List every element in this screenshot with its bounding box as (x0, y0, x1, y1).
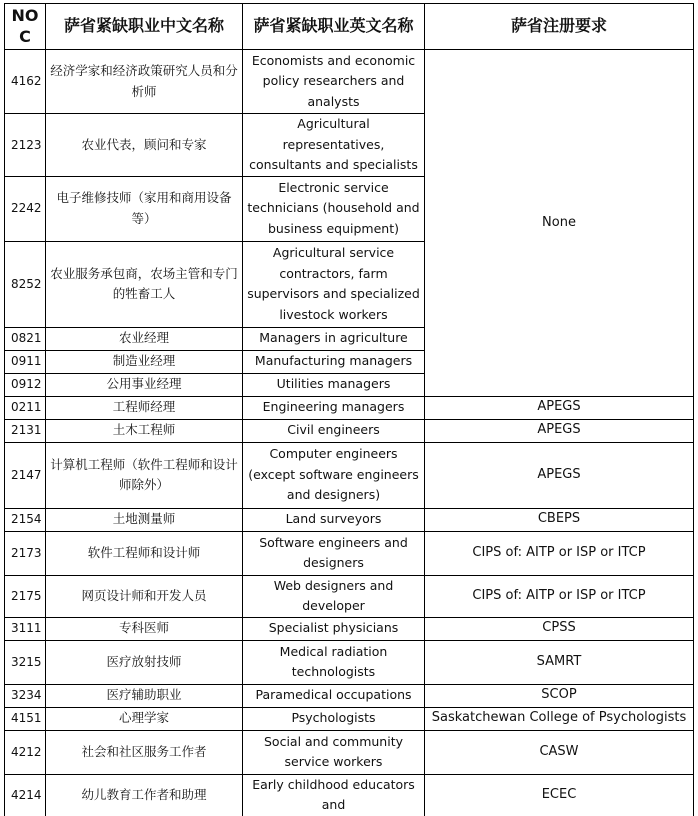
noc-cell: 3111 (5, 617, 46, 640)
chinese-name-cell: 心理学家 (46, 707, 243, 730)
english-name-cell: Psychologists (243, 707, 425, 730)
registration-cell: APEGS (425, 396, 694, 419)
chinese-name-cell: 网页设计师和开发人员 (46, 575, 243, 617)
noc-cell: 2123 (5, 114, 46, 177)
english-name-cell: Web designers and developer (243, 575, 425, 617)
registration-cell: SAMRT (425, 640, 694, 684)
table-row (5, 575, 694, 617)
noc-cell: 0211 (5, 396, 46, 419)
english-name-cell: Civil engineers (243, 419, 425, 442)
table-row (5, 508, 694, 531)
occupation-table (4, 3, 694, 816)
english-name-cell: Paramedical occupations (243, 684, 425, 707)
noc-cell: 0911 (5, 350, 46, 373)
noc-cell: 2242 (5, 176, 46, 241)
noc-cell: 8252 (5, 241, 46, 327)
table-row (5, 707, 694, 730)
chinese-name-cell: 电子维修技师（家用和商用设备等） (46, 176, 243, 241)
table-row (5, 396, 694, 419)
chinese-name-cell: 农业经理 (46, 327, 243, 350)
english-name-cell: Electronic service technicians (household and business equipment) (243, 176, 425, 241)
table-row (5, 640, 694, 684)
english-name-cell: Manufacturing managers (243, 350, 425, 373)
english-name-cell: Early childhood educators and (243, 774, 425, 816)
table-row (5, 617, 694, 640)
chinese-name-cell: 医疗辅助职业 (46, 684, 243, 707)
table-row (5, 730, 694, 774)
registration-cell: Saskatchewan College of Psychologists (425, 707, 694, 730)
chinese-name-cell: 工程师经理 (46, 396, 243, 419)
registration-cell: SCOP (425, 684, 694, 707)
registration-cell: ECEC (425, 774, 694, 816)
noc-cell: 0912 (5, 373, 46, 396)
noc-cell: 3215 (5, 640, 46, 684)
registration-cell: CIPS of: AITP or ISP or ITCP (425, 531, 694, 575)
english-name-cell: Specialist physicians (243, 617, 425, 640)
noc-cell: 2147 (5, 442, 46, 508)
registration-cell: APEGS (425, 442, 694, 508)
noc-cell: 2175 (5, 575, 46, 617)
chinese-name-cell: 土地测量师 (46, 508, 243, 531)
english-name-cell: Agricultural representatives, consultants and specialists (243, 114, 425, 177)
noc-cell: 2154 (5, 508, 46, 531)
english-name-cell: Managers in agriculture (243, 327, 425, 350)
registration-cell: CBEPS (425, 508, 694, 531)
header-registration: 萨省注册要求 (425, 4, 694, 50)
table-row (5, 684, 694, 707)
english-name-cell: Medical radiation technologists (243, 640, 425, 684)
english-name-cell: Agricultural service contractors, farm supervisors and specialized livestock workers (243, 241, 425, 327)
chinese-name-cell: 公用事业经理 (46, 373, 243, 396)
registration-cell: CPSS (425, 617, 694, 640)
table-row (5, 531, 694, 575)
registration-cell: CASW (425, 730, 694, 774)
english-name-cell: Engineering managers (243, 396, 425, 419)
noc-cell: 4214 (5, 774, 46, 816)
header-chinese-name: 萨省紧缺职业中文名称 (46, 4, 243, 50)
registration-none-cell: None (425, 50, 694, 397)
english-name-cell: Software engineers and designers (243, 531, 425, 575)
noc-cell: 0821 (5, 327, 46, 350)
noc-cell: 2131 (5, 419, 46, 442)
chinese-name-cell: 医疗放射技师 (46, 640, 243, 684)
chinese-name-cell: 专科医师 (46, 617, 243, 640)
chinese-name-cell: 农业服务承包商，农场主管和专门的牲畜工人 (46, 241, 243, 327)
english-name-cell: Utilities managers (243, 373, 425, 396)
chinese-name-cell: 经济学家和经济政策研究人员和分析师 (46, 50, 243, 114)
noc-cell: 4212 (5, 730, 46, 774)
chinese-name-cell: 土木工程师 (46, 419, 243, 442)
english-name-cell: Social and community service workers (243, 730, 425, 774)
noc-cell: 4151 (5, 707, 46, 730)
english-name-cell: Economists and economic policy researchers and analysts (243, 50, 425, 114)
registration-cell: APEGS (425, 419, 694, 442)
chinese-name-cell: 幼儿教育工作者和助理 (46, 774, 243, 816)
noc-cell: 3234 (5, 684, 46, 707)
chinese-name-cell: 社会和社区服务工作者 (46, 730, 243, 774)
table-row (5, 50, 694, 114)
header-row (5, 4, 694, 50)
noc-cell: 4162 (5, 50, 46, 114)
english-name-cell: Computer engineers (except software engineers and designers) (243, 442, 425, 508)
noc-cell: 2173 (5, 531, 46, 575)
chinese-name-cell: 软件工程师和设计师 (46, 531, 243, 575)
table-row (5, 774, 694, 816)
chinese-name-cell: 制造业经理 (46, 350, 243, 373)
header-noc: NOC (5, 4, 46, 50)
registration-cell: CIPS of: AITP or ISP or ITCP (425, 575, 694, 617)
chinese-name-cell: 农业代表，顾问和专家 (46, 114, 243, 177)
english-name-cell: Land surveyors (243, 508, 425, 531)
header-english-name: 萨省紧缺职业英文名称 (243, 4, 425, 50)
chinese-name-cell: 计算机工程师（软件工程师和设计师除外） (46, 442, 243, 508)
table-row (5, 442, 694, 508)
table-row (5, 419, 694, 442)
